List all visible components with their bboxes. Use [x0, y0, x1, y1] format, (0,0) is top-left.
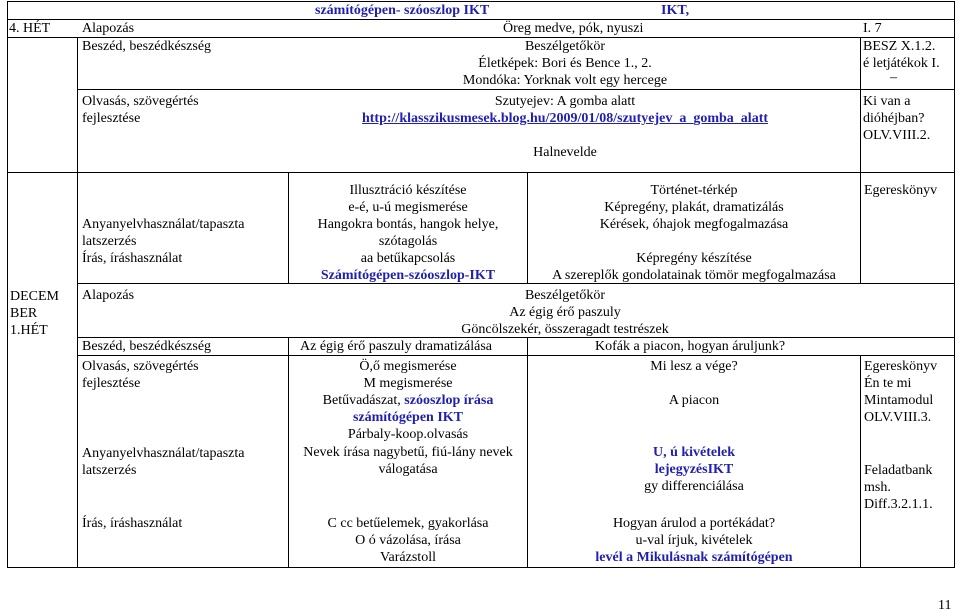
- olvasas-subtitle: Halnevelde: [533, 145, 597, 160]
- activity-text: Hogyan árulod a portékádat?: [612, 516, 776, 531]
- resource-text: Egereskönyv: [864, 183, 938, 198]
- olvasas-label: fejlesztése: [82, 376, 141, 391]
- ikt-text: szóoszlop írása: [404, 393, 494, 408]
- alapozas-label: Alapozás: [82, 288, 135, 303]
- anyanyelv-label: Anyanyelvhasználat/tapaszta: [82, 446, 245, 461]
- olvasas-title: Szutyejev: A gomba alatt: [494, 94, 636, 109]
- activity-text: Nevek írása nagybetű, fiú-lány nevek: [303, 445, 513, 460]
- olvasas-ref: dióhéjban?: [863, 111, 925, 126]
- activity-text: u-val írjuk, kivételek: [635, 533, 753, 548]
- activity-text: aa betűkapcsolás: [360, 251, 456, 266]
- week-label: 4. HÉT: [9, 21, 51, 36]
- tale-link[interactable]: http://klasszikusmesek.blog.hu/2009/01/08/szutyejev_a_gomba_alatt: [361, 111, 769, 126]
- beszed-line: Életképek: Bori és Bence 1., 2.: [478, 56, 652, 71]
- activity-text: A szereplők gondolatainak tömör megfogalmazása: [552, 268, 836, 283]
- activity-text: Képregény, plakát, dramatizálás: [604, 200, 784, 215]
- olvasas-label: Olvasás, szövegértés: [82, 359, 199, 374]
- top-row-left-text: számítógépen- szóoszlop IKT: [315, 3, 490, 18]
- row-border: [77, 89, 954, 90]
- resource-text: Egereskönyv: [864, 359, 938, 374]
- beszed-activity: Az égig érő paszuly dramatizálása: [300, 339, 493, 354]
- ikt-text: lejegyzésIKT: [654, 462, 734, 477]
- alapozas-line: Beszélgetőkör: [524, 288, 606, 303]
- page-number: 11: [938, 598, 952, 613]
- month-label: 1.HÉT: [10, 323, 48, 338]
- activity-text: Mi lesz a vége?: [650, 359, 738, 374]
- activity-text: szótagolás: [378, 234, 438, 249]
- beszed-activity: Kofák a piacon, hogyan áruljunk?: [595, 339, 786, 354]
- olvasas-ref: Ki van a: [863, 94, 911, 109]
- resource-text: msh.: [864, 480, 891, 495]
- resource-text: Diff.3.2.1.1.: [864, 497, 933, 512]
- anyanyelv-label: latszerzés: [82, 463, 137, 478]
- olvasas-label: Olvasás, szövegértés: [82, 94, 199, 109]
- activity-text: Párbaly-koop.olvasás: [347, 427, 469, 442]
- activity-text: Kérések, óhajok megfogalmazása: [599, 217, 789, 232]
- col-border: [77, 37, 78, 568]
- ikt-text: Számítógépen-szóoszlop-IKT: [320, 268, 496, 283]
- anyanyelv-label: Anyanyelvhasználat/tapaszta: [82, 217, 245, 232]
- activity-text: A piacon: [668, 393, 720, 408]
- beszed-ref: –: [890, 70, 897, 85]
- alapozas-label: Alapozás: [82, 21, 135, 36]
- iras-label: Írás, íráshasználat: [82, 251, 183, 266]
- alapozas-ref: I. 7: [863, 21, 882, 36]
- alapozas-line: Göncölszekér, összeragadt testrészek: [461, 322, 669, 337]
- activity-text: M megismerése: [363, 376, 453, 391]
- beszed-line: Beszélgetőkör: [524, 39, 606, 54]
- top-row-right-text: IKT,: [661, 3, 690, 18]
- activity-text: Hangokra bontás, hangok helye,: [317, 217, 499, 232]
- month-label: BER: [10, 306, 38, 321]
- beszed-label: Beszéd, beszédkészség: [82, 39, 212, 54]
- activity-text-mixed: [289, 392, 527, 409]
- col-border: [860, 37, 861, 173]
- row-border: [7, 172, 954, 173]
- ikt-text: U, ú kivételek: [652, 445, 736, 460]
- activity-text: Varázstoll: [380, 550, 436, 565]
- activity-text: C cc betűelemek, gyakorlása: [327, 516, 489, 531]
- col-border: [860, 355, 861, 568]
- resource-text: Én te mi: [864, 376, 912, 391]
- olvasas-label: fejlesztése: [82, 111, 141, 126]
- alapozas-content: Öreg medve, pók, nyuszi: [503, 21, 644, 36]
- alapozas-line: Az égig érő paszuly: [509, 305, 621, 320]
- ikt-text: levél a Mikulásnak számítógépen: [595, 550, 793, 565]
- row-border: [7, 19, 954, 20]
- row-border: [77, 355, 954, 356]
- beszed-label: Beszéd, beszédkészség: [82, 339, 212, 354]
- resource-text: OLV.VIII.3.: [864, 410, 932, 425]
- resource-text: Feladatbank: [864, 463, 933, 478]
- activity-text: Illusztráció készítése: [349, 183, 467, 198]
- activity-text: Történet-térkép: [650, 183, 738, 198]
- activity-text: Ö,ő megismerése: [359, 359, 457, 374]
- month-label: DECEM: [10, 289, 59, 304]
- iras-label: Írás, íráshasználat: [82, 516, 183, 531]
- beszed-ref: BESZ X.1.2.: [863, 39, 936, 54]
- beszed-ref: é letjátékok I.: [863, 56, 940, 71]
- resource-text: Mintamodul: [864, 393, 934, 408]
- anyanyelv-label: latszerzés: [82, 234, 137, 249]
- table-bottom-border: [7, 567, 954, 568]
- activity-text: válogatása: [378, 462, 438, 477]
- activity-text: Betűvadászat,: [322, 393, 405, 408]
- activity-text: e-é, u-ú megismerése: [348, 200, 468, 215]
- col-border: [7, 1, 8, 568]
- olvasas-ref: OLV.VIII.2.: [863, 128, 931, 143]
- col-border: [860, 172, 861, 284]
- activity-text: Képregény készítése: [636, 251, 752, 266]
- beszed-line: Mondóka: Yorknak volt egy hercege: [462, 73, 668, 88]
- table-right-border: [954, 1, 955, 568]
- ikt-text: számítógépen IKT: [352, 410, 464, 425]
- activity-text: gy differenciálása: [644, 479, 744, 494]
- activity-text: O ó vázolása, írása: [355, 533, 461, 548]
